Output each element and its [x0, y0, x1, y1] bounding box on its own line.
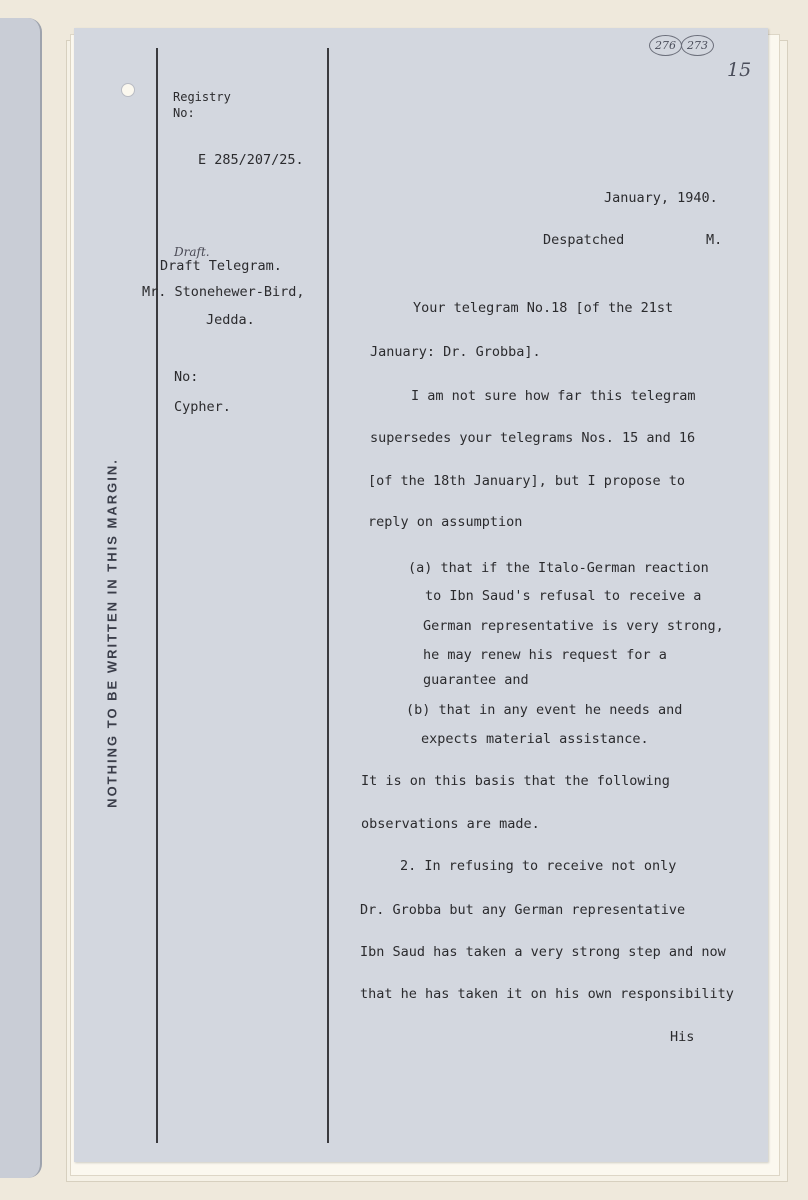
file-reference: E 285/207/25.: [198, 152, 304, 168]
recipient: Mr. Stonehewer-Bird,: [142, 284, 305, 300]
body-line: 2. In refusing to receive not only: [400, 858, 677, 874]
body-line: reply on assumption: [368, 514, 523, 530]
body-line: to Ibn Saud's refusal to receive a: [425, 588, 702, 604]
body-line: supersedes your telegrams Nos. 15 and 16: [370, 430, 696, 446]
column-rule: [327, 48, 329, 1143]
cypher-label: Cypher.: [174, 399, 231, 415]
folio-number: 15: [727, 59, 752, 81]
margin-rule: [156, 48, 158, 1143]
punch-hole: [121, 83, 135, 97]
body-line: that he has taken it on his own responsibility: [360, 986, 734, 1002]
recipient-location: Jedda.: [206, 312, 255, 328]
adjacent-page-edge: [0, 18, 42, 1178]
body-line: guarantee and: [423, 672, 529, 688]
body-line: Dr. Grobba but any German representative: [360, 902, 686, 918]
document-date: January, 1940.: [604, 190, 718, 206]
body-line: [of the 18th January], but I propose to: [368, 473, 685, 489]
body-line: I am not sure how far this telegram: [411, 388, 696, 404]
body-line: January: Dr. Grobba].: [370, 344, 541, 360]
folio-stamp-1: 276: [649, 35, 682, 56]
body-line: he may renew his request for a: [423, 647, 667, 663]
despatched-suffix: M.: [706, 232, 723, 248]
body-line: It is on this basis that the following: [361, 773, 670, 789]
body-line: German representative is very strong,: [423, 618, 724, 634]
body-line: (a) that if the Italo-German reaction: [408, 560, 709, 576]
catchword: His: [670, 1029, 695, 1045]
margin-notice-text: NOTHING TO BE WRITTEN IN THIS MARGIN.: [104, 458, 120, 808]
body-line: expects material assistance.: [421, 731, 649, 747]
body-line: observations are made.: [361, 816, 540, 832]
draft-annotation: Draft.: [174, 245, 210, 259]
body-line: Your telegram No.18 [of the 21st: [413, 300, 674, 316]
telegram-draft-sheet: [74, 28, 768, 1162]
no-label: No:: [174, 369, 199, 385]
document-heading: Draft Telegram.: [160, 258, 282, 274]
registry-no-label: No:: [173, 106, 195, 120]
despatched-label: Despatched: [543, 232, 625, 248]
body-line: (b) that in any event he needs and: [406, 702, 683, 718]
folio-stamp-2: 273: [681, 35, 714, 56]
registry-label: Registry: [173, 90, 231, 104]
body-line: Ibn Saud has taken a very strong step and now: [360, 944, 726, 960]
